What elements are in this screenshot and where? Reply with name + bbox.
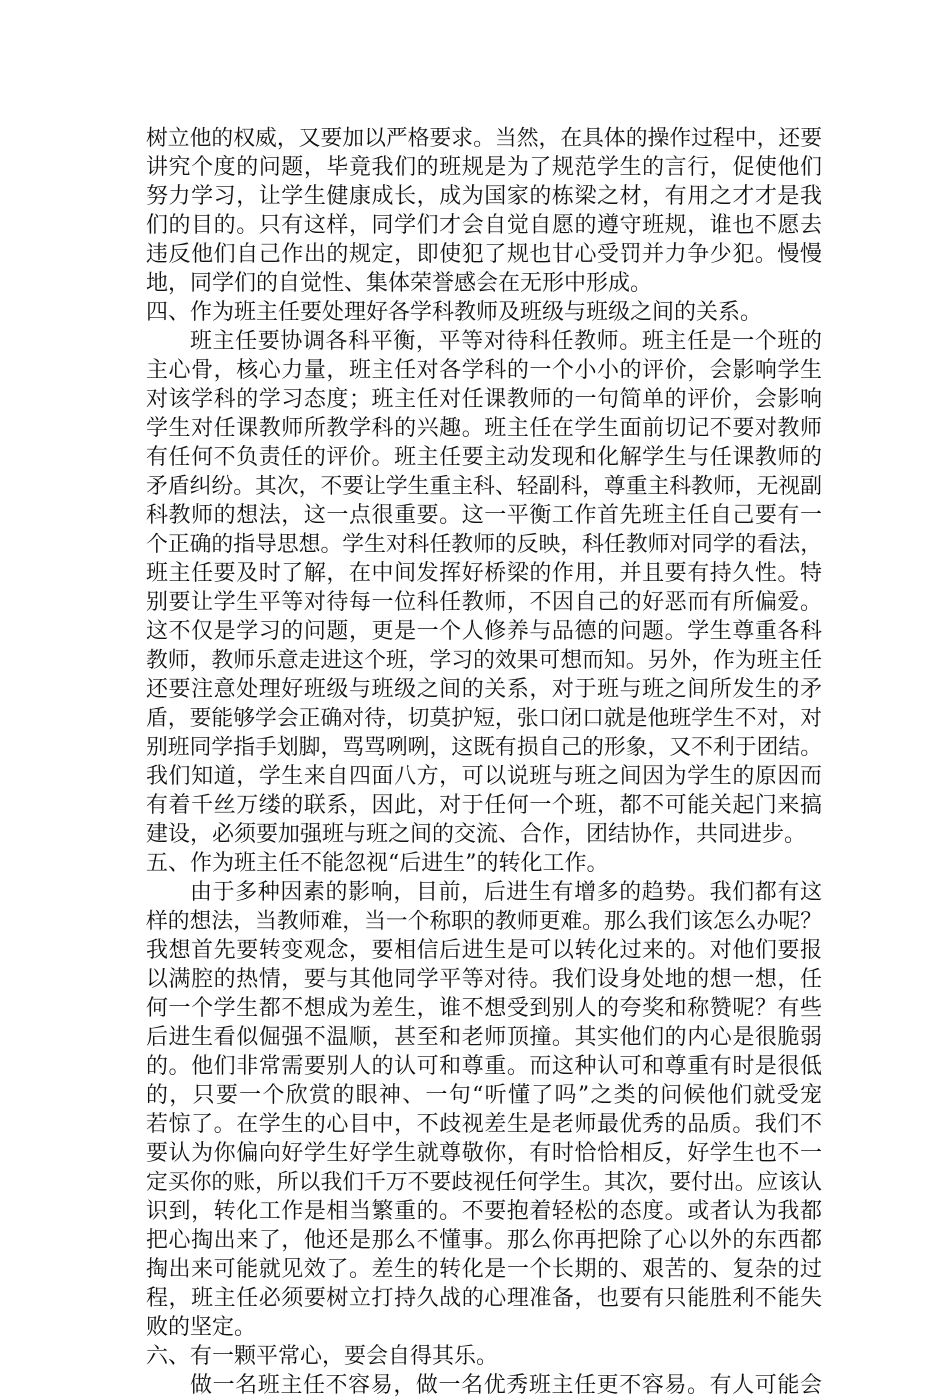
text-line: 主心骨，核心力量，班主任对各学科的一个小小的评价，会影响学生	[146, 358, 822, 383]
text-line: 违反他们自己作出的规定，即使犯了规也甘心受罚并力争少犯。慢慢	[146, 242, 822, 267]
text-line: 我们知道，学生来自四面八方，可以说班与班之间因为学生的原因而	[146, 764, 822, 789]
text-line: 识到，转化工作是相当繁重的。不要抱着轻松的态度。或者认为我都	[146, 1199, 822, 1224]
text-line: 何一个学生都不想成为差生，谁不想受到别人的夸奖和称赞呢？有些	[146, 996, 822, 1021]
text-line: 个正确的指导思想。学生对科任教师的反映，科任教师对同学的看法，	[146, 532, 822, 557]
text-line: 讲究个度的问题，毕竟我们的班规是为了规范学生的言行，促使他们	[146, 155, 822, 180]
text-line: 还要注意处理好班级与班级之间的关系，对于班与班之间所发生的矛	[146, 677, 822, 702]
text-line: 样的想法，当教师难，当一个称职的教师更难。那么我们该怎么办呢？	[146, 909, 822, 934]
text-line: 定买你的账，所以我们千万不要歧视任何学生。其次，要付出。应该认	[146, 1170, 822, 1195]
text-line: 盾，要能够学会正确对待，切莫护短，张口闭口就是他班学生不对，对	[146, 706, 822, 731]
text-line: 这不仅是学习的问题，更是一个人修养与品德的问题。学生尊重各科	[146, 619, 822, 644]
text-line: 我想首先要转变观念，要相信后进生是可以转化过来的。对他们要报	[146, 938, 822, 963]
text-line: 建设，必须要加强班与班之间的交流、合作，团结协作，共同进步。	[146, 822, 807, 847]
text-line: 班主任要及时了解，在中间发挥好桥梁的作用，并且要有持久性。特	[146, 561, 822, 586]
text-line: 有任何不负责任的评价。班主任要主动发现和化解学生与任课教师的	[146, 445, 822, 470]
text-line: 败的坚定。	[146, 1315, 257, 1340]
text-line: 学生对任课教师所教学科的兴趣。班主任在学生面前切记不要对教师	[146, 416, 822, 441]
text-line: 教师，教师乐意走进这个班，学习的效果可想而知。另外，作为班主任	[146, 648, 822, 673]
text-line: 科教师的想法，这一点很重要。这一平衡工作首先班主任自己要有一	[146, 503, 822, 528]
text-line: 树立他的权威，又要加以严格要求。当然，在具体的操作过程中，还要	[146, 126, 822, 151]
text-line: 的。他们非常需要别人的认可和尊重。而这种认可和尊重有时是很低	[146, 1054, 822, 1079]
text-line: 有着千丝万缕的联系，因此，对于任何一个班，都不可能关起门来搞	[146, 793, 822, 818]
text-line: 四、作为班主任要处理好各学科教师及班级与班级之间的关系。	[146, 300, 763, 325]
text-line: 六、有一颗平常心，要会自得其乐。	[146, 1344, 499, 1369]
text-line: 由于多种因素的影响，目前，后进生有增多的趋势。我们都有这	[190, 880, 822, 905]
text-line: 程，班主任必须要树立打持久战的心理准备，也要有只能胜利不能失	[146, 1286, 822, 1311]
text-line: 掏出来可能就见效了。差生的转化是一个长期的、艰苦的、复杂的过	[146, 1257, 822, 1282]
text-line: 矛盾纠纷。其次，不要让学生重主科、轻副科，尊重主科教师，无视副	[146, 474, 822, 499]
text-line: 后进生看似倔强不温顺，甚至和老师顶撞。其实他们的内心是很脆弱	[146, 1025, 822, 1050]
text-line: 地，同学们的自觉性、集体荣誉感会在无形中形成。	[146, 271, 653, 296]
document-body	[146, 124, 822, 1400]
text-line: 班主任要协调各科平衡，平等对待科任教师。班主任是一个班的	[190, 329, 822, 354]
text-line: 的，只要一个欣赏的眼神、一句“听懂了吗”之类的问候他们就受宠	[146, 1083, 822, 1108]
text-line: 若惊了。在学生的心目中，不歧视差生是老师最优秀的品质。我们不	[146, 1112, 822, 1137]
text-line: 对该学科的学习态度；班主任对任课教师的一句简单的评价，会影响	[146, 387, 822, 412]
text-line: 以满腔的热情，要与其他同学平等对待。我们设身处地的想一想，任	[146, 967, 822, 992]
text-line: 做一名班主任不容易，做一名优秀班主任更不容易。有人可能会	[190, 1373, 822, 1398]
text-line: 五、作为班主任不能忽视“后进生”的转化工作。	[146, 851, 609, 876]
text-line: 们的目的。只有这样，同学们才会自觉自愿的遵守班规，谁也不愿去	[146, 213, 822, 238]
text-line: 要认为你偏向好学生好学生就尊敬你，有时恰恰相反，好学生也不一	[146, 1141, 822, 1166]
text-line: 别要让学生平等对待每一位科任教师，不因自己的好恶而有所偏爱。	[146, 590, 822, 615]
text-line: 别班同学指手划脚，骂骂咧咧，这既有损自己的形象，又不利于团结。	[146, 735, 822, 760]
text-line: 努力学习，让学生健康成长，成为国家的栋梁之材，有用之才才是我	[146, 184, 822, 209]
text-line: 把心掏出来了，他还是那么不懂事。那么你再把除了心以外的东西都	[146, 1228, 822, 1253]
